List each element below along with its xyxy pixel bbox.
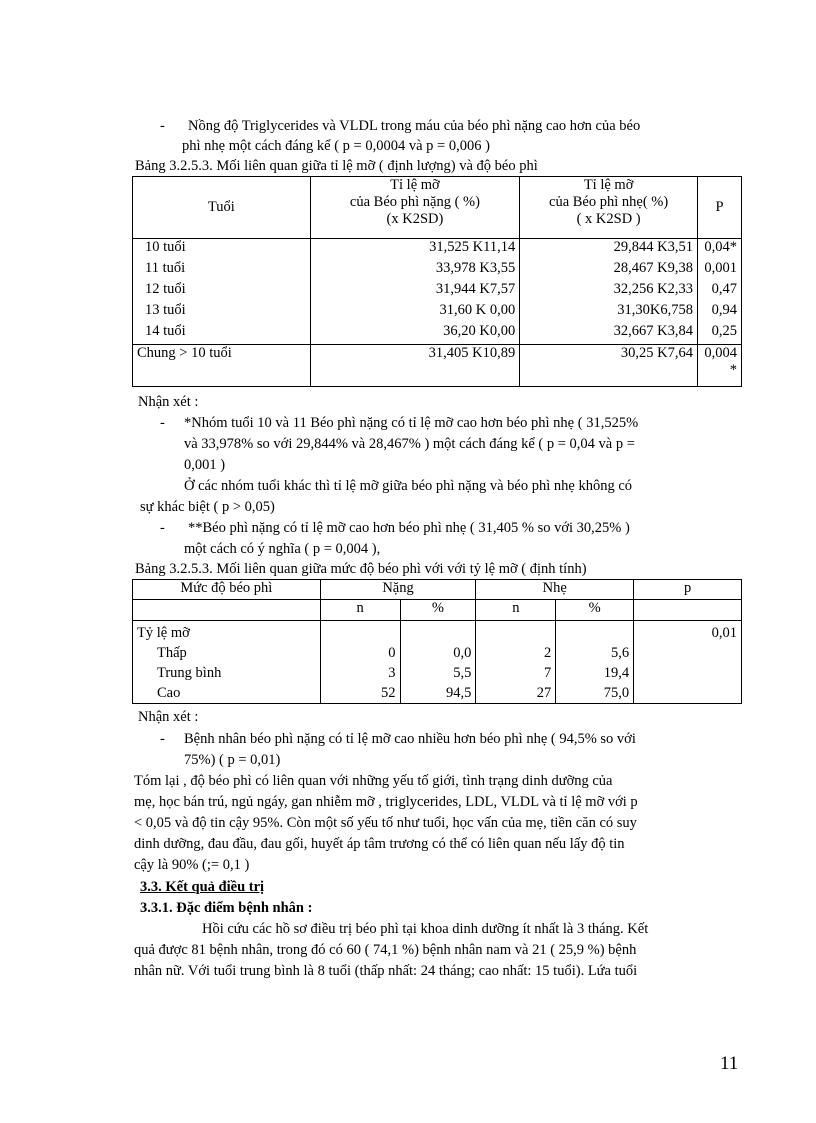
col-level-header: Mức độ béo phì (133, 580, 321, 600)
p-value: 0,01 (711, 625, 737, 641)
col-heavy-header: Nặng (320, 580, 476, 600)
remark-line: một cách có ý nghĩa ( p = 0,004 ), (184, 541, 381, 557)
col-light-header (520, 177, 698, 239)
value: 27 (536, 685, 552, 701)
cell-p: 0,25 (697, 323, 741, 345)
section-heading: 3.3. Kết quả điều trị (140, 879, 265, 895)
table-body-row (133, 621, 742, 704)
table1-caption: Bảng 3.2.5.3. Mối liên quan giữa tỉ lệ mỡ ( định lượng) và độ béo phì (135, 158, 538, 174)
cell-heavy: 36,20 K0,00 (310, 323, 520, 345)
col-n-header: n (320, 600, 400, 621)
remark-line: Bệnh nhân béo phì nặng có tỉ lệ mỡ cao nhiều hơn béo phì nhẹ ( 94,5% so với (184, 731, 636, 747)
summary-line: mẹ, học bán trú, ngủ ngáy, gan nhiễm mỡ , triglycerides, LDL, VLDL và tỉ lệ mỡ với p (134, 794, 638, 810)
cell-light: 30,25 K7,64 (520, 345, 698, 387)
cell-light-pct (556, 621, 634, 704)
remark-line: 0,001 ) (184, 457, 226, 473)
cell-light: 31,30K6,758 (520, 302, 698, 323)
value: 2 (544, 645, 552, 661)
summary-line: dinh dưỡng, đau đầu, đau gối, huyết áp tâm trương có thể có liên quan nếu lấy độ tin (134, 836, 625, 852)
cell-age: 11 tuổi (133, 260, 311, 281)
value: 75,0 (603, 685, 630, 701)
value: 0 (388, 645, 396, 661)
cell-heavy: 31,60 K 0,00 (310, 302, 520, 323)
cell-p: 0,94 (697, 302, 741, 323)
table-row (133, 239, 742, 260)
body-line: quả được 81 bệnh nhân, trong đó có 60 ( 74,1 %) bệnh nhân nam và 21 ( 25,9 %) bệnh (134, 942, 637, 958)
header-line: của Béo phì nhẹ( %) (549, 194, 669, 210)
page-number: 11 (720, 1053, 739, 1074)
col-pct-header: % (556, 600, 634, 621)
cell-heavy: 31,525 K11,14 (310, 239, 520, 260)
header-line: của Béo phì nặng ( %) (349, 194, 480, 210)
group-label: Tỷ lệ mỡ (137, 625, 190, 641)
cell-heavy: 31,405 K10,89 (310, 345, 520, 387)
summary-line: Tóm lại , độ béo phì có liên quan với những yếu tố giới, tình trạng dinh dưỡng của (134, 773, 613, 789)
p-star: * (729, 362, 737, 378)
table-row (133, 260, 742, 281)
header-line: ( x K2SD ) (576, 211, 641, 227)
header-line: Tỉ lệ mỡ (583, 177, 634, 193)
intro-line: Nồng độ Triglycerides và VLDL trong máu của béo phì nặng cao hơn của béo (188, 118, 641, 134)
p-value: 0,004 (704, 345, 737, 361)
value: 94,5 (446, 685, 472, 701)
col-p-header: p (634, 580, 742, 600)
value: 5,6 (611, 645, 630, 661)
body-line: Hồi cứu các hồ sơ điều trị béo phì tại khoa dinh dưỡng ít nhất là 3 tháng. Kết (202, 921, 649, 937)
col-p-header: P (697, 177, 741, 239)
value: 52 (381, 685, 396, 701)
value: 7 (544, 665, 552, 681)
table-row (133, 281, 742, 302)
cell-age: 12 tuổi (133, 281, 311, 302)
remark-line: và 33,978% so với 29,844% và 28,467% ) một cách đáng kể ( p = 0,04 và p = (184, 436, 635, 452)
cell-age: 13 tuổi (133, 302, 311, 323)
cell-light: 32,256 K2,33 (520, 281, 698, 302)
remark-line: 75%) ( p = 0,01) (184, 752, 281, 768)
summary-line: cậy là 90% (;= 0,1 ) (134, 857, 250, 873)
remark-line: sự khác biệt ( p > 0,05) (140, 499, 275, 515)
cell-light-n (476, 621, 556, 704)
value: 19,4 (603, 665, 630, 681)
summary-line: < 0,05 và độ tin cậy 95%. Còn một số yếu tố như tuổi, học vấn của mẹ, tiền căn có suy (134, 815, 637, 831)
table-header-row (133, 177, 742, 239)
table2-caption: Bảng 3.2.5.3. Mối liên quan giữa mức độ béo phì với với tỷ lệ mỡ ( định tính) (135, 561, 587, 577)
col-age-header: Tuổi (133, 177, 311, 239)
remarks-title: Nhận xét : (138, 394, 199, 410)
table-subheader-row (133, 600, 742, 621)
row-label: Trung bình (157, 665, 222, 681)
cell-heavy-n (320, 621, 400, 704)
fat-ratio-table (132, 176, 742, 387)
cell-age: 10 tuổi (133, 239, 311, 260)
subsection-heading: 3.3.1. Đặc điểm bệnh nhân : (140, 900, 313, 916)
table-total-row (133, 345, 742, 387)
header-line: (x K2SD) (386, 211, 444, 227)
cell-p (697, 345, 741, 387)
bullet-dash: - (160, 415, 165, 431)
table-row (133, 323, 742, 345)
col-heavy-header (310, 177, 520, 239)
remarks-title: Nhận xét : (138, 709, 199, 725)
value: 5,5 (453, 665, 472, 681)
cell-age: 14 tuổi (133, 323, 311, 345)
bullet-dash: - (160, 520, 165, 536)
body-line: nhân nữ. Với tuổi trung bình là 8 tuổi (thấp nhất: 24 tháng; cao nhất: 15 tuổi). Lứa tuổi (134, 963, 638, 979)
cell-light: 28,467 K9,38 (520, 260, 698, 281)
cell-labels (133, 621, 321, 704)
value: 3 (388, 665, 396, 681)
cell-heavy: 31,944 K7,57 (310, 281, 520, 302)
intro-line: phì nhẹ một cách đáng kể ( p = 0,0004 và p = 0,006 ) (182, 138, 490, 154)
cell-heavy-pct (400, 621, 476, 704)
cell-p (634, 621, 742, 704)
col-light-header: Nhẹ (476, 580, 634, 600)
cell-p: 0,47 (697, 281, 741, 302)
cell-p: 0,001 (697, 260, 741, 281)
remark-line: Ở các nhóm tuổi khác thì tỉ lệ mỡ giữa béo phì nặng và béo phì nhẹ không có (184, 478, 633, 494)
fat-level-table (132, 579, 742, 704)
cell-p: 0,04* (697, 239, 741, 260)
table-header-row (133, 580, 742, 600)
cell-light: 32,667 K3,84 (520, 323, 698, 345)
col-n-header: n (476, 600, 556, 621)
cell-age: Chung > 10 tuổi (133, 345, 311, 387)
col-pct-header: % (400, 600, 476, 621)
header-line: Tỉ lệ mỡ (390, 177, 440, 193)
bullet-dash: - (160, 118, 165, 134)
cell-light: 29,844 K3,51 (520, 239, 698, 260)
table-row (133, 302, 742, 323)
remark-line: *Nhóm tuổi 10 và 11 Béo phì nặng có tỉ lệ mỡ cao hơn béo phì nhẹ ( 31,525% (184, 415, 639, 431)
cell-heavy: 33,978 K3,55 (310, 260, 520, 281)
value: 0,0 (453, 645, 472, 661)
row-label: Cao (157, 685, 181, 701)
bullet-dash: - (160, 731, 165, 747)
row-label: Thấp (157, 645, 187, 661)
remark-line: **Béo phì nặng có tỉ lệ mỡ cao hơn béo phì nhẹ ( 31,405 % so với 30,25% ) (188, 520, 630, 536)
